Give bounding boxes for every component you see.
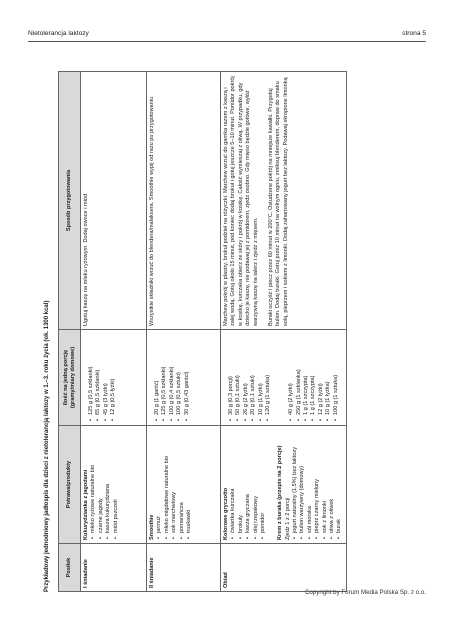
quantity: • 250 g (1 szklanka): [296, 333, 303, 422]
quantity-cell: [221, 330, 347, 426]
quantity: • 125 g (0,5 szklanki): [161, 333, 168, 422]
ingredient: • miód pszczeli: [113, 429, 120, 540]
table-header-row: [59, 72, 81, 592]
column-header-dishes: Potrawa/produkty: [59, 426, 81, 544]
ingredient: • sok marchwiowy: [171, 429, 178, 540]
copyright-footer: Copyright by Forum Media Polska Sp. z o.o.: [304, 589, 426, 596]
dish-title: Krem z buraka (przepis na 2 porcje): [277, 445, 284, 540]
column-header-method: Sposób przygotowania: [59, 72, 81, 330]
method-text: Marchew pokrój w plastry, brokuł podziel na różyczki. Marchew wrzuć do garnka razem z kaszą i zalej wodą. Gotuj około 15 minut, pod koniec dodaj brokuł i gotuj jeszcze 5–10 minut. Pomidor pokrój w kostkę, kurczaka obierz ze skóry i pokrój w kostkę. Całość wymieszaj z oliwą. W przypadku, gdy dziecko je kaszę, nie podawaj jej z pomidorem, zjedz osobno. Gdy mięso będzie gotowe, wyłóż warzywną kaszę na talerz i zjedz z mięsem.: [223, 76, 259, 326]
dish-title: Kolorowe gryczotto: [223, 487, 229, 540]
header-divider: [28, 41, 426, 42]
dish-title: Smoothie: [149, 514, 155, 540]
ingredient: • pomarańcza: [179, 429, 186, 540]
method-cell: [221, 72, 347, 330]
quantity: • 20 g (0,1 sztuki): [250, 333, 257, 422]
ingredient: • pieprz czarny mielony: [314, 429, 321, 540]
quantity: • 65 g (0,5 szklanki): [95, 333, 102, 422]
ingredient: • olej rzepakowy: [253, 429, 260, 540]
dish-cell: [221, 426, 347, 544]
method-text: Ugotuj kaszę na mleku ryżowym. Dodaj owoce i miód: [83, 193, 89, 326]
method-text: Wszystkie składniki wrzuć do blendera/malaksera. Smoothie wypij od razu po przygotowaniu: [149, 96, 155, 326]
quantity: • 1 g (1 szczypta): [310, 333, 317, 422]
page-number: strona 5: [402, 29, 426, 37]
quantity: • 100 g (0,4 szklanki): [169, 333, 176, 422]
quantity-cell: [81, 330, 147, 426]
meal-name: I śniadanie: [81, 544, 147, 592]
ingredient: • kasza kukurydziana: [105, 429, 112, 540]
ingredient: • pomidor: [260, 429, 267, 540]
dish-cell: [147, 426, 221, 544]
ingredient: • jarmuż: [156, 429, 163, 540]
ingredient: • kasza gryczana: [245, 429, 252, 540]
ingredient: • brokuły: [238, 429, 245, 540]
portion-note: Zjedz 1 z 2 porcji: [284, 497, 291, 540]
ingredient: • sól morska: [307, 429, 314, 540]
rotated-menu-section: [44, 72, 430, 592]
ingredient: • mleko migdałowe naturalne bio: [164, 429, 171, 540]
menu-table: [58, 71, 347, 592]
ingredient: • truskawki: [186, 429, 193, 540]
ingredient: • ćwiartka kurczaka: [230, 429, 237, 540]
quantity: • 30 g (0,3 porcji): [228, 333, 235, 422]
quantity: • 45 g (3 łyżki): [103, 333, 110, 422]
column-header-quantity: Ilość na jedną porcję (gramy/miary domowe): [59, 330, 81, 426]
quantity: • 10 g (1 łyżka): [325, 333, 332, 422]
ingredient: • burak: [336, 429, 343, 540]
method-cell: [147, 72, 221, 330]
ingredient: • sok z limonki: [322, 429, 329, 540]
quantity: • 10 g (1 łyżki): [258, 333, 265, 422]
quantity: • 30 g (0,43 garści): [184, 333, 191, 422]
quantity: • 100 g (1 sztuka): [333, 333, 340, 422]
document-title: Nietolerancja laktozy: [28, 29, 89, 37]
quantity: • 100 g (0,5 sztuki): [176, 333, 183, 422]
method-text: Buraki oczyść i piecz przez 60 minut w 200°C. Ostudzone pokrój na mniejsze kawałki. Przygotuj bulion. Dodaj buraki. Gotuj przez 10 minut na wolnym ogniu, zmiksuj blenderem, dopraw do smaku solą, pieprzem i sokiem z limonki. Dodaj zahartowany jogurt bez laktozy. Podawaj skropione limonką: [267, 77, 289, 326]
quantity: • 40 g (2 łyżki): [288, 333, 295, 422]
quantity: • 20 g (1 garść): [154, 333, 161, 422]
table-caption: Przykładowy jednodniowy jadłospis dla dzieci z nietolerancją laktozy w 1.–3. roku życia (ok. 1300 kcal): [44, 300, 50, 592]
quantity-cell: [147, 330, 221, 426]
meal-name: II śniadanie: [147, 544, 221, 592]
quantity: • 12 g (0,5 łyżki): [110, 333, 117, 422]
page-header: [28, 26, 426, 40]
quantity: • 50 g (0,1 sztuki): [235, 333, 242, 422]
meal-name: Obiad: [221, 544, 347, 592]
dish-cell: [81, 426, 147, 544]
table-row: [221, 72, 347, 592]
column-header-meal: Posiłek: [59, 544, 81, 592]
table-row: [81, 72, 147, 592]
dish-title: Kukurydzianka z jagodami: [83, 469, 89, 540]
ingredient: • czarne jagody: [98, 429, 105, 540]
ingredient: • oliwa z oliwek: [329, 429, 336, 540]
ingredient: • jogurt naturalny (1,5%) bez laktozy: [292, 429, 299, 540]
quantity: • 120 g (1 sztuka): [265, 333, 272, 422]
table-row: [147, 72, 221, 592]
quantity: • 125 g (0,5 szklanki): [88, 333, 95, 422]
quantity: • 12 g (2 łyżki): [318, 333, 325, 422]
quantity: • 26 g (2 łyżki): [243, 333, 250, 422]
method-cell: [81, 72, 147, 330]
quantity: • 1 g (1 szczypta): [303, 333, 310, 422]
ingredient: • bulion warzywny (domowy): [299, 429, 306, 540]
ingredient: • mleko ryżowe naturalne bio: [90, 429, 97, 540]
